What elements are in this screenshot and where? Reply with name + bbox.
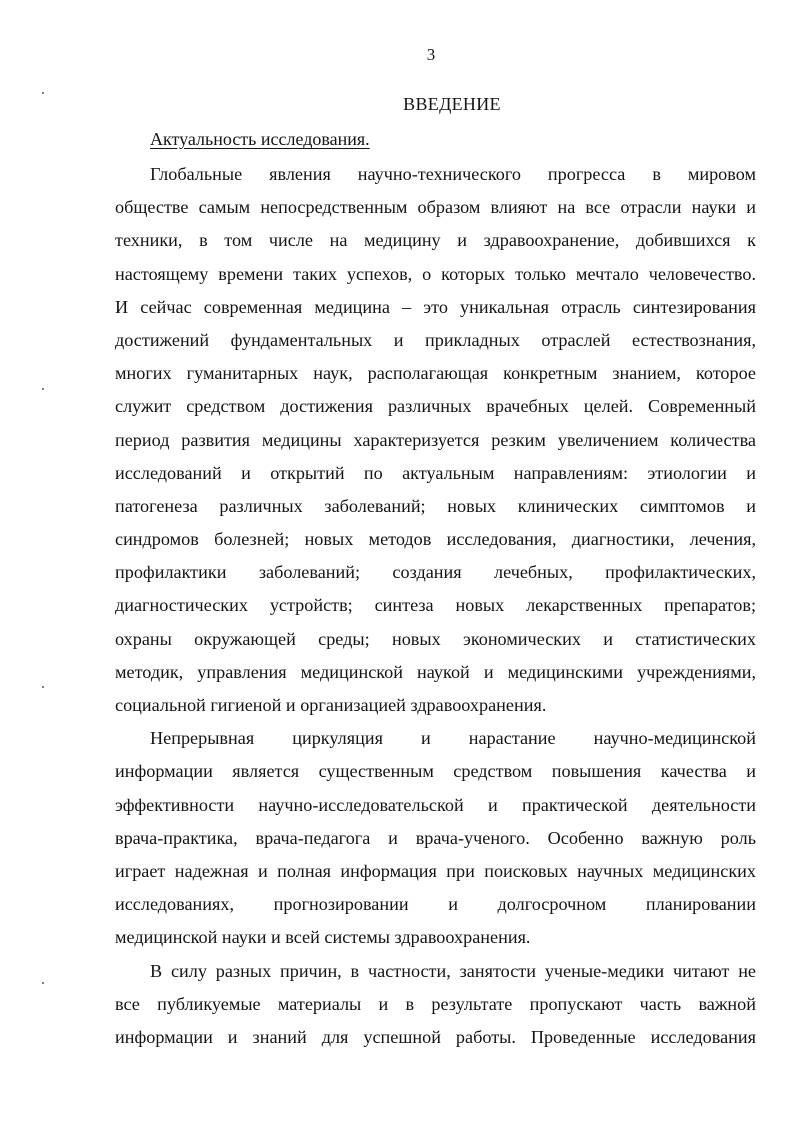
- text-line: Непрерывная циркуляция и нарастание научно-медицинской: [150, 728, 756, 749]
- text-line: техники, в том числе на медицину и здравоохранение, добившихся к: [115, 230, 756, 251]
- text-line: эффективности научно-исследовательской и практической деятельности: [115, 794, 756, 815]
- text-line: информации является существенным средством повышения качества и: [115, 761, 756, 782]
- body-text: [115, 158, 756, 1054]
- scan-speck: [42, 982, 44, 984]
- text-line: диагностических устройств; синтеза новых лекарственных препаратов;: [115, 595, 756, 616]
- text-line: служит средством достижения различных врачебных целей. Современный: [115, 396, 756, 417]
- text-line: И сейчас современная медицина – это уникальная отрасль синтезирования: [115, 296, 756, 317]
- text-line: врача-практика, врача-педагога и врача-ученого. Особенно важную роль: [115, 827, 756, 848]
- text-line: обществе самым непосредственным образом влияют на все отрасли науки и: [115, 197, 756, 218]
- text-line: настоящему времени таких успехов, о которых только мечтало человечество.: [115, 263, 756, 284]
- text-line: достижений фундаментальных и прикладных отраслей естествознания,: [115, 329, 756, 350]
- text-line: профилактики заболеваний; создания лечебных, профилактических,: [115, 562, 756, 583]
- text-line: В силу разных причин, в частности, занятости ученые-медики читают не: [150, 960, 756, 981]
- text-line: исследований и открытий по актуальным направлениям: этиологии и: [115, 462, 756, 483]
- scan-speck: [42, 388, 44, 390]
- text-line: информации и знаний для успешной работы. Проведенные исследования: [115, 1026, 756, 1047]
- text-line: методик, управления медицинской наукой и медицинскими учреждениями,: [115, 661, 756, 682]
- text-line: многих гуманитарных наук, располагающая конкретным знанием, которое: [115, 363, 756, 384]
- text-line: охраны окружающей среды; новых экономических и статистических: [115, 628, 756, 649]
- page-number: 3: [426, 45, 436, 64]
- text-line: социальной гигиеной и организацией здравоохранения.: [115, 695, 547, 715]
- text-line: играет надежная и полная информация при поисковых научных медицинских: [115, 860, 756, 881]
- text-line: период развития медицины характеризуется резким увеличением количества: [115, 429, 756, 450]
- text-line: Глобальные явления научно-технического прогресса в мировом: [150, 164, 756, 184]
- text-line: исследованиях, прогнозировании и долгосрочном планировании: [115, 894, 756, 915]
- section-subheading: Актуальность исследования.: [150, 129, 370, 149]
- text-line: все публикуемые материалы и в результате пропускают часть важной: [115, 993, 756, 1014]
- text-line: патогенеза различных заболеваний; новых клинических симптомов и: [115, 495, 756, 516]
- scan-speck: [42, 686, 44, 688]
- section-heading: ВВЕДЕНИЕ: [403, 94, 501, 114]
- text-line: медицинской науки и всей системы здравоохранения.: [115, 927, 531, 948]
- scan-speck: [42, 92, 44, 94]
- text-line: синдромов болезней; новых методов исследования, диагностики, лечения,: [115, 529, 756, 550]
